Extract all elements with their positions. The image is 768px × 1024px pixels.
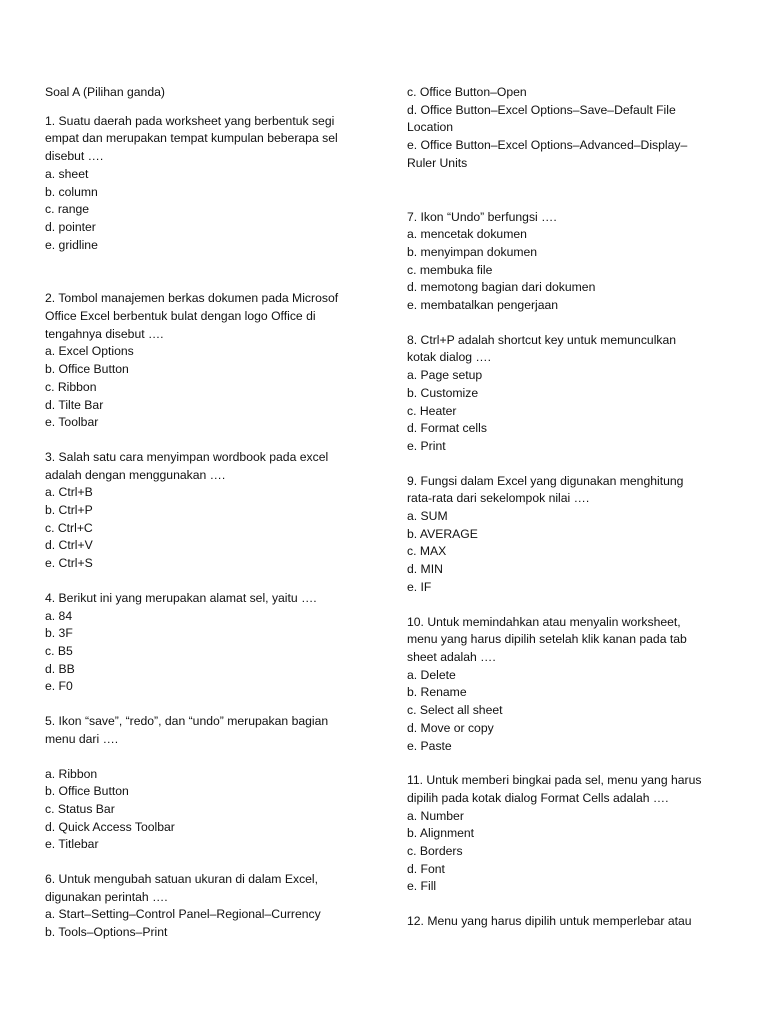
question-12 <box>407 913 725 931</box>
question-8-text-line-1: 8. Ctrl+P adalah shortcut key untuk memunculkan <box>407 332 677 347</box>
question-9-option-e: e. IF <box>407 579 432 594</box>
question-10 <box>407 614 725 756</box>
question-9-text-line-1: 9. Fungsi dalam Excel yang digunakan menghitung <box>407 473 684 488</box>
question-9-option-b: b. AVERAGE <box>407 526 478 541</box>
question-3-option-a: a. Ctrl+B <box>45 485 93 500</box>
question-4-option-c: c. B5 <box>45 643 73 658</box>
question-4-option-a: a. 84 <box>45 608 73 623</box>
left-column <box>45 84 375 942</box>
question-11-text-line-1: 11. Untuk memberi bingkai pada sel, menu yang harus <box>407 773 702 788</box>
question-7 <box>407 209 725 315</box>
question-12-text-line-1: 12. Menu yang harus dipilih untuk memperlebar atau <box>407 914 692 929</box>
page-title: Soal A (Pilihan ganda) <box>45 85 165 99</box>
question-1-option-b: b. column <box>45 184 98 199</box>
question-5-option-a: a. Ribbon <box>45 766 98 781</box>
question-1-option-e: e. gridline <box>45 237 98 252</box>
question-9-option-d: d. MIN <box>407 562 443 577</box>
question-8-text-line-2: kotak dialog …. <box>407 350 492 365</box>
question-6-text-line-1: 6. Untuk mengubah satuan ukuran di dalam Excel, <box>45 872 319 887</box>
question-1-option-a: a. sheet <box>45 166 89 181</box>
question-4-option-d: d. BB <box>45 661 75 676</box>
question-4-text-line-1: 4. Berikut ini yang merupakan alamat sel, yaitu …. <box>45 590 317 605</box>
question-8-option-b: b. Customize <box>407 385 479 400</box>
question-10-option-d: d. Move or copy <box>407 720 494 735</box>
question-11-option-b: b. Alignment <box>407 826 475 841</box>
question-5-option-b: b. Office Button <box>45 784 129 799</box>
question-11 <box>407 772 725 896</box>
question-9-text-line-2: rata-rata dari sekelompok nilai …. <box>407 491 590 506</box>
question-2-option-d: d. Tilte Bar <box>45 397 104 412</box>
question-6-option-e-line-1: e. Office Button–Excel Options–Advanced–Display– <box>407 138 688 153</box>
question-3-option-c: c. Ctrl+C <box>45 520 93 535</box>
question-1-text-line-2: empat dan merupakan tempat kumpulan beberapa sel <box>45 131 338 146</box>
question-2-option-e: e. Toolbar <box>45 415 99 430</box>
question-6-continued <box>407 84 725 173</box>
question-6-option-c: c. Office Button–Open <box>407 85 527 99</box>
question-1-text-line-1: 1. Suatu daerah pada worksheet yang berbentuk segi <box>45 113 335 128</box>
question-4-option-b: b. 3F <box>45 626 73 641</box>
question-10-text-line-1: 10. Untuk memindahkan atau menyalin worksheet, <box>407 614 681 629</box>
question-3-option-d: d. Ctrl+V <box>45 538 93 553</box>
question-3-option-b: b. Ctrl+P <box>45 503 93 518</box>
question-8-option-c: c. Heater <box>407 403 457 418</box>
question-7-option-e: e. membatalkan pengerjaan <box>407 298 559 313</box>
question-9-option-c: c. MAX <box>407 544 447 559</box>
question-10-option-a: a. Delete <box>407 667 456 682</box>
question-3 <box>45 449 375 573</box>
question-2-option-b: b. Office Button <box>45 362 129 377</box>
question-11-option-d: d. Font <box>407 861 445 876</box>
question-6-option-d-line-2: Location <box>407 120 454 135</box>
question-6 <box>45 871 375 942</box>
question-9-option-a: a. SUM <box>407 509 448 524</box>
question-7-option-c: c. membuka file <box>407 262 493 277</box>
question-4-option-e: e. F0 <box>45 679 73 694</box>
question-5 <box>45 713 375 854</box>
question-8-option-e: e. Print <box>407 438 446 453</box>
question-1-option-c: c. range <box>45 202 90 217</box>
question-11-text-line-2: dipilih pada kotak dialog Format Cells adalah …. <box>407 790 669 805</box>
question-6-option-d-line-1: d. Office Button–Excel Options–Save–Default File <box>407 102 676 117</box>
question-6-option-b: b. Tools–Options–Print <box>45 925 168 940</box>
question-6-option-a: a. Start–Setting–Control Panel–Regional–Currency <box>45 907 321 922</box>
question-9 <box>407 473 725 597</box>
question-2-text-line-3: tengahnya disebut …. <box>45 326 164 341</box>
question-3-option-e: e. Ctrl+S <box>45 556 93 571</box>
question-1-option-d: d. pointer <box>45 219 96 234</box>
question-4 <box>45 590 375 696</box>
question-6-option-e-line-2: Ruler Units <box>407 155 468 170</box>
question-2-option-c: c. Ribbon <box>45 379 97 394</box>
question-1 <box>45 113 375 255</box>
question-7-option-d: d. memotong bagian dari dokumen <box>407 280 596 295</box>
question-11-option-c: c. Borders <box>407 844 463 859</box>
question-10-option-e: e. Paste <box>407 738 452 753</box>
question-7-option-a: a. mencetak dokumen <box>407 227 527 242</box>
question-2-text-line-2: Office Excel berbentuk bulat dengan logo Office di <box>45 309 316 324</box>
question-8 <box>407 332 725 456</box>
question-5-text-line-2: menu dari …. <box>45 731 119 746</box>
question-10-text-line-2: menu yang harus dipilih setelah klik kanan pada tab <box>407 632 687 647</box>
question-3-text-line-1: 3. Salah satu cara menyimpan wordbook pada excel <box>45 449 329 464</box>
question-11-option-a: a. Number <box>407 808 464 823</box>
right-column <box>407 84 725 931</box>
question-11-option-e: e. Fill <box>407 879 437 894</box>
question-3-text-line-2: adalah dengan menggunakan …. <box>45 467 226 482</box>
question-10-text-line-3: sheet adalah …. <box>407 649 496 664</box>
question-10-option-c: c. Select all sheet <box>407 703 503 718</box>
question-5-option-c: c. Status Bar <box>45 801 115 816</box>
question-10-option-b: b. Rename <box>407 685 467 700</box>
question-2 <box>45 290 375 432</box>
question-7-text-line-1: 7. Ikon “Undo” berfungsi …. <box>407 209 557 224</box>
question-6-text-line-2: digunakan perintah …. <box>45 889 168 904</box>
question-5-option-e: e. Titlebar <box>45 837 99 852</box>
question-2-option-a: a. Excel Options <box>45 344 134 359</box>
question-1-text-line-3: disebut …. <box>45 149 104 164</box>
question-2-text-line-1: 2. Tombol manajemen berkas dokumen pada Microsof <box>45 291 339 306</box>
question-8-option-a: a. Page setup <box>407 368 483 383</box>
question-7-option-b: b. menyimpan dokumen <box>407 244 538 259</box>
question-5-option-d: d. Quick Access Toolbar <box>45 819 175 834</box>
question-8-option-d: d. Format cells <box>407 421 487 436</box>
question-5-text-line-1: 5. Ikon “save”, “redo”, dan “undo” merupakan bagian <box>45 714 329 729</box>
